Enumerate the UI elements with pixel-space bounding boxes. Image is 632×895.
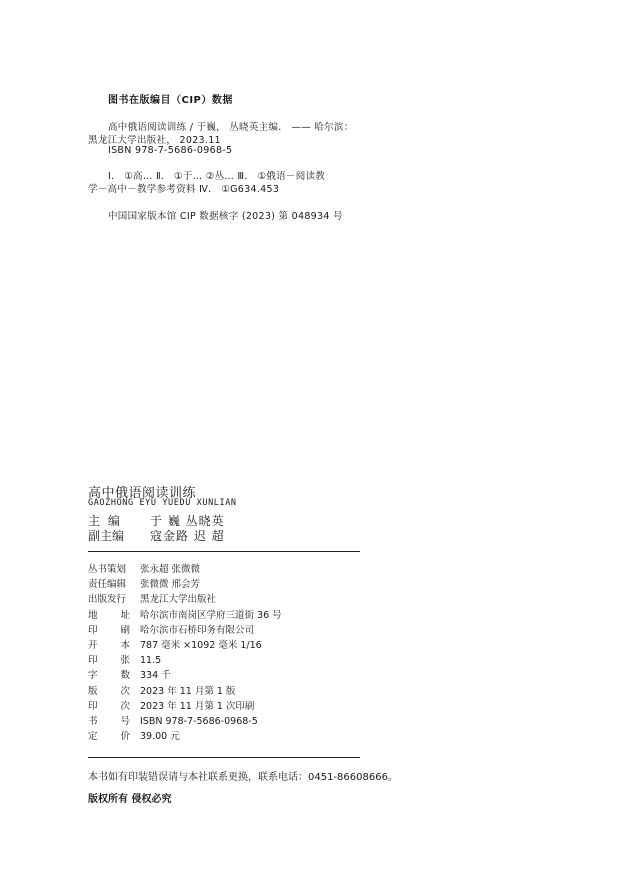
info-row	[88, 576, 200, 590]
deputy-editor-names: 寇金路 迟 超	[150, 529, 225, 543]
deputy-editor-row	[88, 527, 225, 544]
editor-names: 于 巍 丛晓英	[150, 514, 225, 528]
info-key: 版 次	[88, 685, 130, 697]
cip-line-6: 中国国家版本馆 CIP 数据核字 (2023) 第 048934 号	[108, 211, 343, 222]
info-row	[88, 561, 200, 575]
info-value: ISBN 978-7-5686-0968-5	[140, 716, 258, 727]
info-key: 印 刷	[88, 624, 130, 636]
info-key: 印 张	[88, 655, 130, 667]
divider-bottom	[88, 757, 360, 758]
info-value: 39.00 元	[140, 731, 180, 743]
info-value: 张微微 邢会芳	[140, 579, 201, 591]
divider-top	[88, 551, 360, 552]
cip-line-3: ISBN 978-7-5686-0968-5	[108, 145, 233, 156]
book-title: 高中俄语阅读训练	[88, 486, 197, 501]
cip-heading: 图书在版编目（CIP）数据	[108, 95, 233, 106]
info-value: 黑龙江大学出版社	[140, 594, 217, 606]
info-row	[88, 713, 258, 727]
info-key: 书 号	[88, 716, 130, 727]
info-value: 张永超 张微微	[140, 564, 201, 575]
info-key: 地 址	[88, 609, 130, 621]
info-value: 哈尔滨市石桥印务有限公司	[140, 624, 255, 636]
info-row	[88, 652, 161, 666]
info-row	[88, 637, 262, 651]
info-row	[88, 683, 235, 697]
cip-line-5: 学－高中－教学参考资料 Ⅳ． ①G634.453	[88, 184, 280, 195]
info-key: 出版发行	[88, 594, 127, 606]
info-row	[88, 607, 282, 621]
info-row	[88, 622, 254, 636]
info-key: 开 本	[88, 640, 130, 651]
info-value: 787 毫米 ×1092 毫米 1/16	[140, 640, 262, 651]
info-key: 印 次	[88, 700, 130, 712]
info-value: 哈尔滨市南岗区学府三道街 36 号	[140, 609, 282, 621]
info-row	[88, 591, 216, 605]
replacement-notice: 本书如有印装错误请与本社联系更换，联系电话：0451-86608666。	[88, 772, 398, 783]
info-key: 字 数	[88, 670, 130, 682]
info-key: 责任编辑	[88, 579, 127, 591]
info-row	[88, 728, 180, 742]
cip-line-4: Ⅰ． ①高… Ⅱ． ①于… ②丛… Ⅲ． ①俄语－阅读教	[108, 171, 326, 182]
info-value: 334 千	[140, 670, 171, 682]
copyright-notice: 版权所有 侵权必究	[88, 794, 172, 805]
deputy-editor-role: 副主编	[88, 529, 125, 543]
editor-role: 主 编	[88, 514, 122, 528]
info-value: 2023 年 11 月第 1 版	[140, 685, 236, 697]
info-row	[88, 698, 254, 712]
info-key: 定 价	[88, 731, 130, 743]
cip-line-1: 高中俄语阅读训练 / 于巍， 丛晓英主编． —— 哈尔滨：	[108, 122, 354, 133]
book-title-pinyin: GAOZHONG EYU YUEDU XUNLIAN	[88, 498, 237, 508]
info-row	[88, 667, 171, 681]
info-key: 丛书策划	[88, 564, 127, 575]
cip-line-2: 黑龙江大学出版社， 2023.11	[88, 135, 221, 146]
info-value: 11.5	[140, 655, 162, 667]
info-value: 2023 年 11 月第 1 次印刷	[140, 700, 255, 712]
